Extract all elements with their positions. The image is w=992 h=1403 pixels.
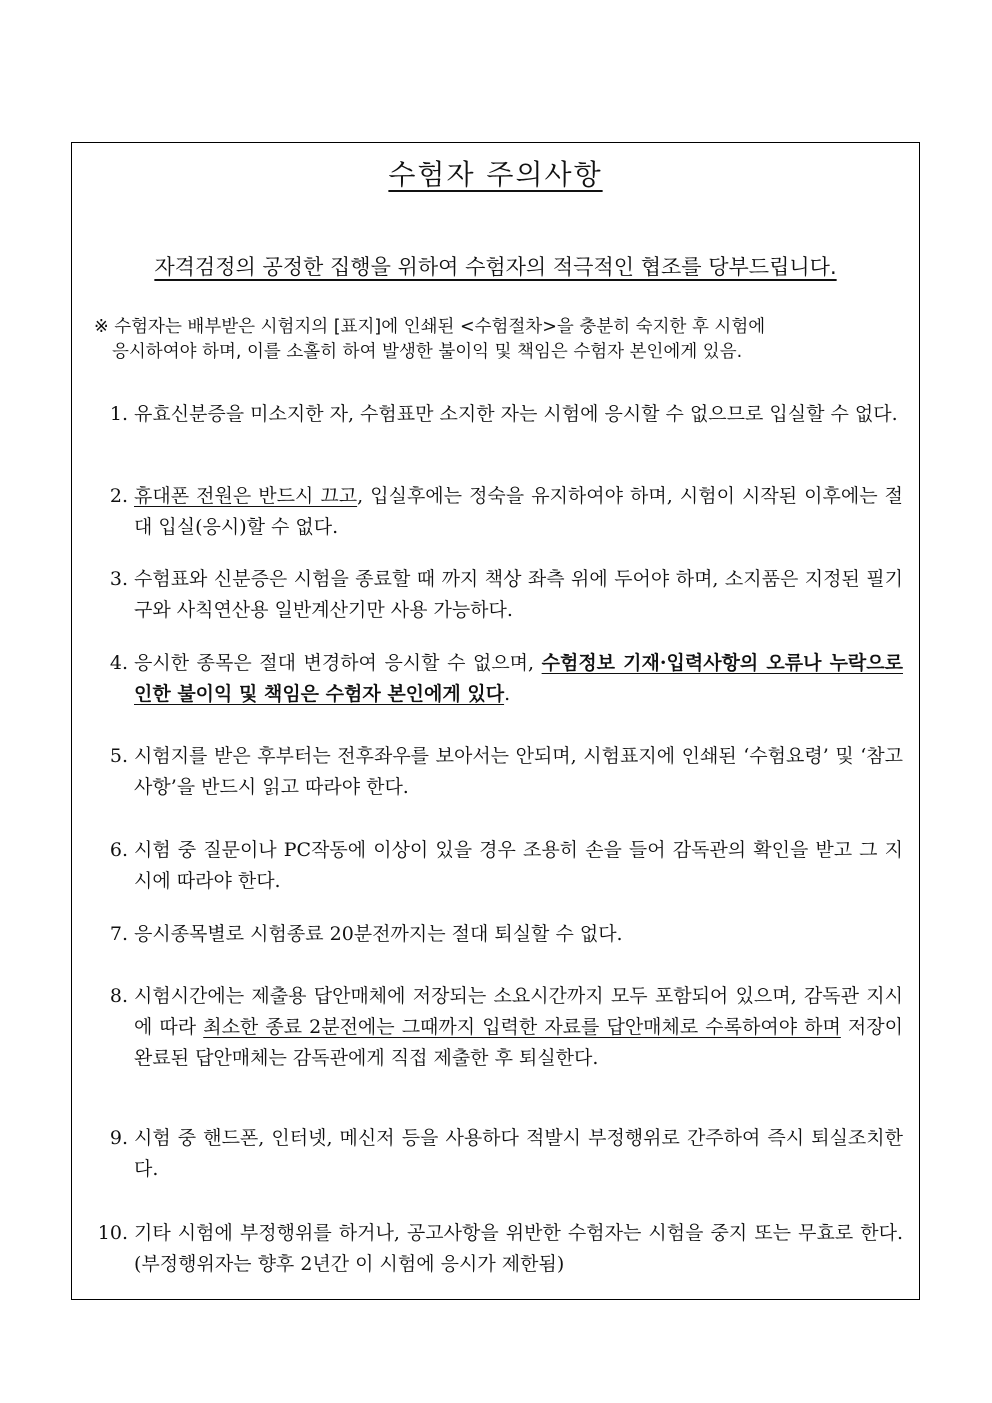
item-underlined-text: 최소한 종료 2분전에는 그때까지 입력한 자료를 답안매체로 수록하여야 하며 — [203, 1016, 841, 1038]
item-text: 수험표와 신분증은 시험을 종료할 때 까지 책상 좌측 위에 두어야 하며, 소지품은 지정된 필기구와 사칙연산용 일반계산기만 사용 가능하다. — [134, 568, 903, 621]
item-number: 4. — [109, 652, 128, 674]
list-item — [84, 919, 903, 950]
item-number: 8. — [109, 985, 128, 1007]
item-text — [134, 648, 903, 710]
item-text — [134, 481, 903, 543]
item-text-rest: , 입실후에는 정숙을 유지하여야 하며, 시험이 시작된 이후에는 절대 입실(응시)할 수 없다. — [134, 485, 903, 538]
notice-line-1: ※ 수험자는 배부받은 시험지의 [표지]에 인쇄된 <수험절차>을 충분히 숙지한 후 시험에 — [94, 317, 766, 337]
subtitle: 자격검정의 공정한 집행을 위하여 수험자의 적극적인 협조를 당부드립니다. — [154, 255, 837, 279]
list-item — [84, 648, 903, 710]
item-text-start: 시험시간에는 제출용 답안매체에 저장되는 소요시간까지 모두 포함되어 있으며, 감독관 지시에 따라 — [134, 985, 903, 1038]
list-item — [84, 399, 903, 430]
item-text: 시험지를 받은 후부터는 전후좌우를 보아서는 안되며, 시험표지에 인쇄된 ‘수험요령’ 및 ‘참고사항’을 반드시 읽고 따라야 한다. — [134, 745, 903, 798]
list-item — [84, 741, 903, 803]
item-number: 1. — [109, 403, 128, 425]
list-item — [84, 835, 903, 897]
item-text — [134, 981, 903, 1074]
item-text: 시험 중 질문이나 PC작동에 이상이 있을 경우 조용히 손을 들어 감독관의 확인을 받고 그 지시에 따라야 한다. — [134, 839, 903, 892]
item-text-tail: . — [504, 683, 511, 705]
item-number: 2. — [109, 485, 128, 507]
item-number: 5. — [109, 745, 128, 767]
notice-text — [94, 315, 903, 365]
item-text: 시험 중 핸드폰, 인터넷, 메신저 등을 사용하다 적발시 부정행위로 간주하여 즉시 퇴실조치한다. — [134, 1127, 903, 1180]
page-title: 수험자 주의사항 — [388, 158, 603, 191]
item-text: 기타 시험에 부정행위를 하거나, 공고사항을 위반한 수험자는 시험을 중지 또는 무효로 한다. (부정행위자는 향후 2년간 이 시험에 응시가 제한됨) — [134, 1222, 903, 1275]
item-text-start: 응시한 종목은 절대 변경하여 응시할 수 없으며, — [134, 652, 542, 674]
item-text-tail: 저장이 완료된 답안매체는 감독관에게 직접 제출한 후 퇴실한다. — [134, 1016, 903, 1069]
list-item — [84, 1123, 903, 1185]
item-number: 7. — [109, 923, 128, 945]
item-bold-underlined-text: 수험정보 기재·입력사항의 오류나 누락으로 인한 불이익 및 책임은 수험자 본인에게 있다 — [134, 652, 903, 705]
list-item — [84, 481, 903, 543]
item-number: 6. — [109, 839, 128, 861]
notice-box — [71, 142, 920, 1300]
item-number: 3. — [109, 568, 128, 590]
item-number: 10. — [97, 1222, 128, 1244]
notice-line-2: 응시하여야 하며, 이를 소홀히 하여 발생한 불이익 및 책임은 수험자 본인에게 있음. — [112, 342, 743, 362]
item-text: 유효신분증을 미소지한 자, 수험표만 소지한 자는 시험에 응시할 수 없으므로 입실할 수 없다. — [134, 403, 898, 425]
list-item — [84, 1218, 903, 1280]
list-item — [84, 564, 903, 626]
item-underlined-text: 휴대폰 전원은 반드시 끄고 — [134, 485, 358, 507]
list-item — [84, 981, 903, 1074]
item-number: 9. — [109, 1127, 128, 1149]
item-text: 응시종목별로 시험종료 20분전까지는 절대 퇴실할 수 없다. — [134, 923, 623, 945]
